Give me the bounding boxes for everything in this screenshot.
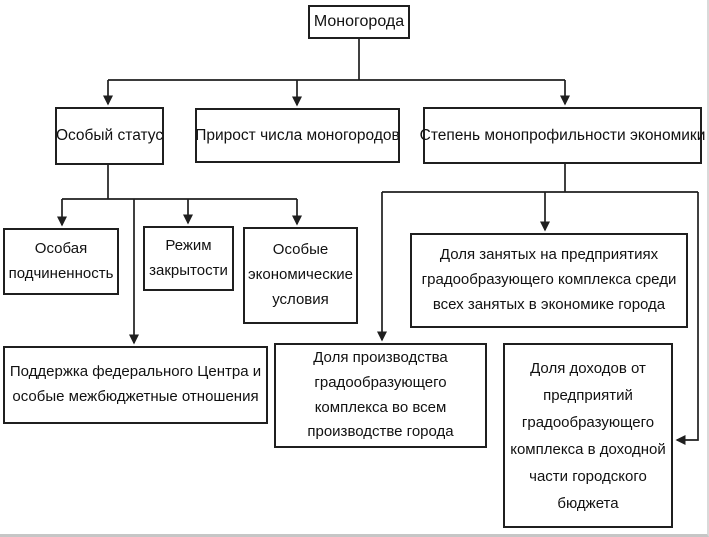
node-monoprofile-degree: Степень монопрофильности экономики: [423, 107, 702, 164]
node-closed-regime: Режим закрытости: [143, 226, 234, 291]
node-special-economic-conditions: Особые экономические условия: [243, 227, 358, 324]
node-special-status: Особый статус: [55, 107, 164, 165]
node-employment-share: Доля занятых на предприятиях градообразующего комплекса среди всех занятых в экономике города: [410, 233, 688, 328]
node-monotowns-root: Моногорода: [308, 5, 410, 39]
node-special-subordination: Особая подчиненность: [3, 228, 119, 295]
node-budget-income-share: Доля доходов от предприятий градообразующего комплекса в доходной части городского бюджета: [503, 343, 673, 528]
node-monotown-growth: Прирост числа моногородов: [195, 108, 400, 163]
node-production-share: Доля производства градообразующего комплекса во всем производстве города: [274, 343, 487, 448]
node-federal-support: Поддержка федерального Центра и особые межбюджетные отношения: [3, 346, 268, 424]
